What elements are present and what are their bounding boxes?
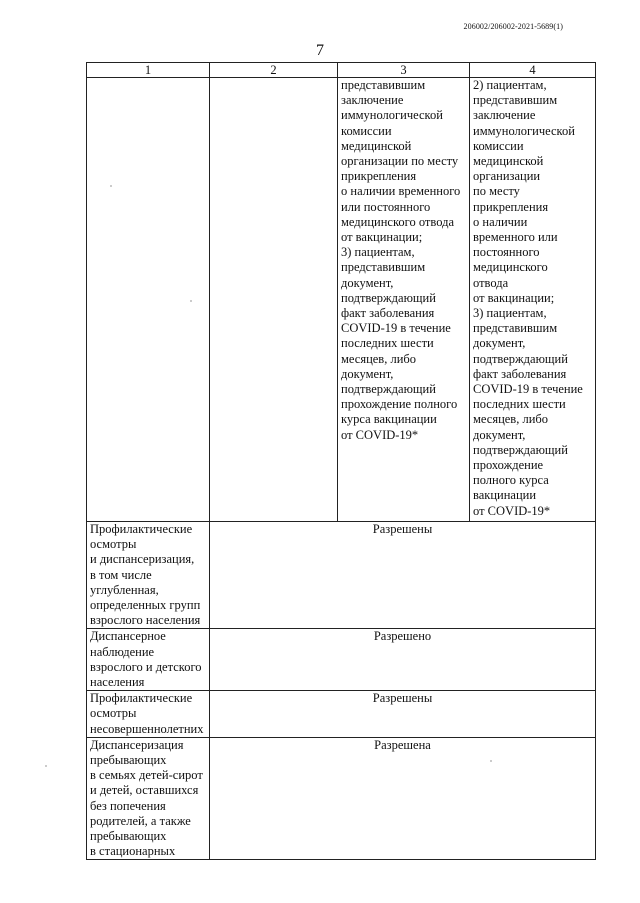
column-header: 3 [338, 63, 470, 78]
row-value: Разрешены [210, 522, 596, 629]
regulation-table [86, 62, 596, 860]
document-id: 206002/206002-2021-5689(1) [463, 22, 563, 31]
table-header-row [87, 63, 596, 78]
row-value: Разрешены [210, 691, 596, 738]
page-number: 7 [316, 42, 324, 59]
row-label: Профилактические осмотры несовершеннолетних [87, 691, 210, 738]
scan-speck [45, 765, 47, 767]
column-header: 4 [470, 63, 596, 78]
cell-col3: представившим заключение иммунологической комиссии медицинской организации по месту прикрепления о наличии временного или постоянного медицинского отвода от вакцинации; 3) пациентам, представившим документ, подтверждающий факт заболевания COVID-19 в течение последних шести месяцев, либо документ, подтверждающий прохождение полного курса вакцинации от COVID-19* [338, 78, 470, 522]
row-label: Профилактические осмотры и диспансеризация, в том числе углубленная, определенных групп взрослого населения [87, 522, 210, 629]
row-value: Разрешено [210, 629, 596, 691]
column-header: 2 [210, 63, 338, 78]
cell-col2 [210, 78, 338, 522]
table-row [87, 522, 596, 629]
scan-speck [190, 300, 192, 302]
row-label: Диспансерное наблюдение взрослого и детского населения [87, 629, 210, 691]
scan-speck [490, 760, 492, 762]
table-row-continuation [87, 78, 596, 522]
row-label: Диспансеризация пребывающих в семьях детей-сирот и детей, оставшихся без попечения родителей, а также пребывающих в стационарных [87, 737, 210, 860]
table-row [87, 691, 596, 738]
table-row [87, 629, 596, 691]
column-header: 1 [87, 63, 210, 78]
cell-col4: 2) пациентам, представившим заключение иммунологической комиссии медицинской организации по месту прикрепления о наличии временного или постоянного медицинского отвода от вакцинации; 3) пациентам, представившим документ, подтверждающий факт заболевания COVID-19 в течение последних шести месяцев, либо документ, подтверждающий прохождение полного курса вакцинации от COVID-19* [470, 78, 596, 522]
scan-speck [110, 185, 112, 187]
row-value: Разрешена [210, 737, 596, 860]
table-row [87, 737, 596, 860]
